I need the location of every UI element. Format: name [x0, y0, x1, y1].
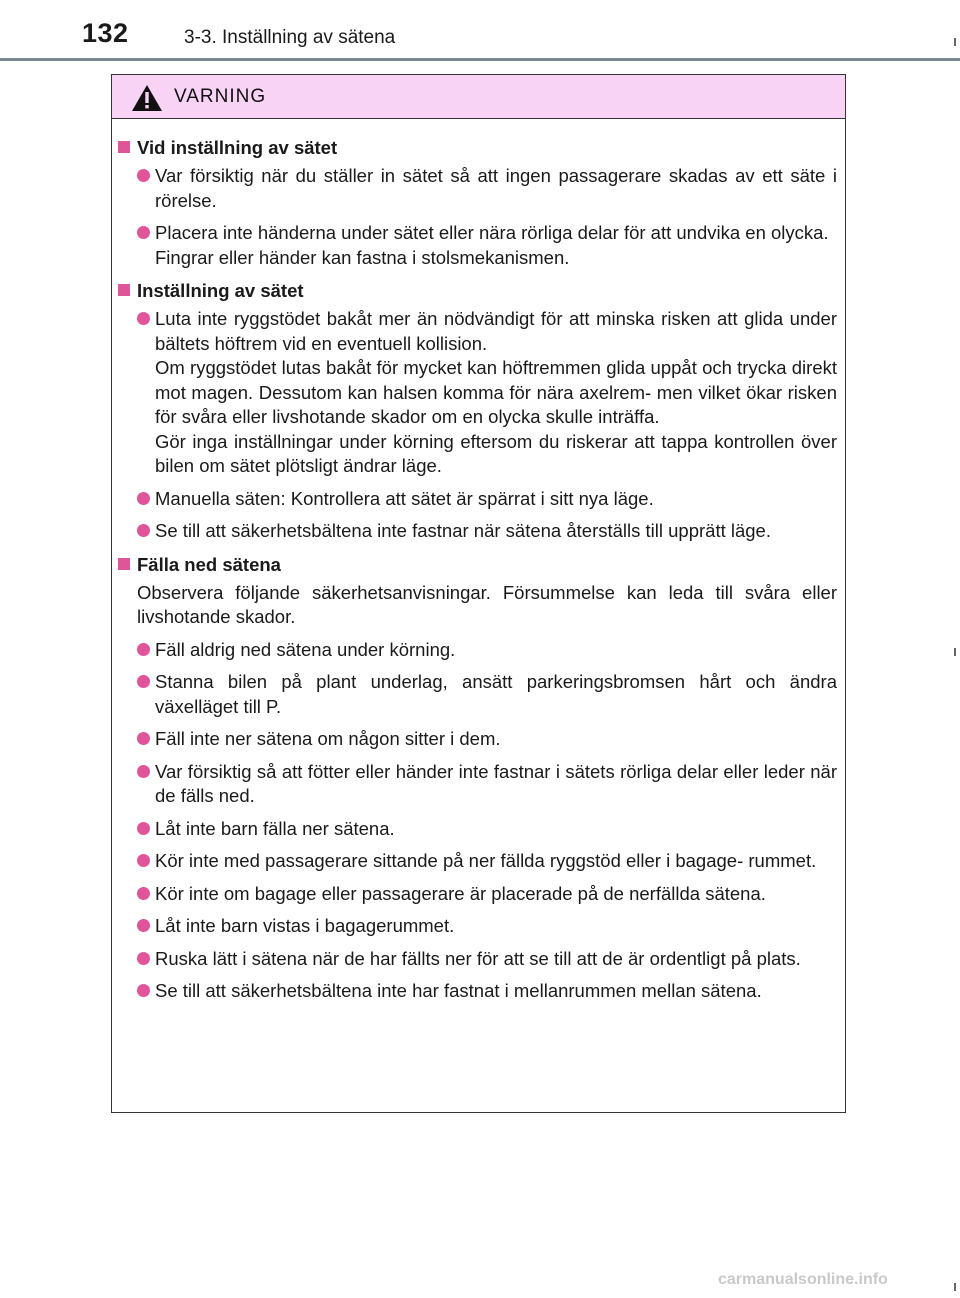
list-item: Var försiktig så att fötter eller händer inte fastnar i sätets rörliga delar eller leder när de fälls ned. [112, 760, 837, 809]
header-rule [0, 58, 960, 61]
list-item: Låt inte barn vistas i bagagerummet. [112, 914, 837, 939]
list-item: Fäll inte ner sätena om någon sitter i dem. [112, 727, 837, 752]
round-bullet-icon [137, 524, 150, 537]
round-bullet-icon [137, 887, 150, 900]
page-header [0, 0, 960, 60]
margin-tick [954, 648, 956, 656]
list-item: Ruska lätt i sätena när de har fällts ner för att se till att de är ordentligt på plats. [112, 947, 837, 972]
round-bullet-icon [137, 919, 150, 932]
round-bullet-icon [137, 643, 150, 656]
list-item: Stanna bilen på plant underlag, ansätt parkeringsbromsen hårt och ändra växelläget till P. [112, 670, 837, 719]
round-bullet-icon [137, 952, 150, 965]
section-seat-setting [112, 278, 837, 544]
list-item: Låt inte barn fälla ner sätena. [112, 817, 837, 842]
list-item: Se till att säkerhetsbältena inte fastnar när sätena återställs till upprätt läge. [112, 519, 837, 544]
section-seat-adjustment [112, 135, 837, 270]
list-item: Kör inte om bagage eller passagerare är placerade på de nerfällda sätena. [112, 882, 837, 907]
round-bullet-icon [137, 169, 150, 182]
watermark-text: carmanualsonline.info [718, 1271, 888, 1288]
list-item: Kör inte med passagerare sittande på ner fällda ryggstöd eller i bagage- rummet. [112, 849, 837, 874]
margin-tick [954, 1283, 956, 1291]
list-item: Manuella säten: Kontrollera att sätet är spärrat i sitt nya läge. [112, 487, 837, 512]
list-item: Var försiktig när du ställer in sätet så att ingen passagerare skadas av ett säte i rörelse. [112, 164, 837, 213]
section-intro: Observera följande säkerhetsanvisningar. Försummelse kan leda till svåra eller livshotande skador. [137, 581, 837, 627]
section-title: 3-3. Inställning av sätena [184, 27, 396, 48]
section-heading: Fälla ned sätena [112, 552, 837, 577]
round-bullet-icon [137, 312, 150, 325]
round-bullet-icon [137, 765, 150, 778]
warning-triangle-icon [131, 84, 163, 112]
round-bullet-icon [137, 675, 150, 688]
round-bullet-icon [137, 822, 150, 835]
round-bullet-icon [137, 492, 150, 505]
section-heading: Inställning av sätet [112, 278, 837, 303]
round-bullet-icon [137, 984, 150, 997]
list-item: Luta inte ryggstödet bakåt mer än nödvändigt för att minska risken att glida under bältets höftrem vid en eventuell kollision. Om ryggstödet lutas bakåt för mycket kan höftremmen glida uppåt och trycka direkt mot magen. Dessutom kan halsen komma för nära axelrem- men vilket ökar risken för svåra eller livshotande skador om en olycka skulle inträffa. Gör inga inställningar under körning eftersom du riskerar att tappa kontrollen över bilen om sätet plötsligt ändrar läge. [112, 307, 837, 479]
round-bullet-icon [137, 732, 150, 745]
margin-tick [954, 38, 956, 46]
warning-content [112, 119, 845, 1004]
list-item: Placera inte händerna under sätet eller nära rörliga delar för att undvika en olycka. Fingrar eller händer kan fastna i stolsmekanismen. [112, 221, 837, 270]
square-bullet-icon [118, 558, 130, 570]
list-item: Se till att säkerhetsbältena inte har fastnat i mellanrummen mellan sätena. [112, 979, 837, 1004]
warning-title: VARNING [174, 86, 267, 107]
square-bullet-icon [118, 284, 130, 296]
warning-box [111, 74, 846, 1113]
section-heading: Vid inställning av sätet [112, 135, 837, 160]
round-bullet-icon [137, 226, 150, 239]
page-number: 132 [82, 18, 129, 48]
square-bullet-icon [118, 141, 130, 153]
round-bullet-icon [137, 854, 150, 867]
list-item: Fäll aldrig ned sätena under körning. [112, 638, 837, 663]
section-fold-seats [112, 552, 837, 1004]
warning-header [112, 75, 845, 119]
